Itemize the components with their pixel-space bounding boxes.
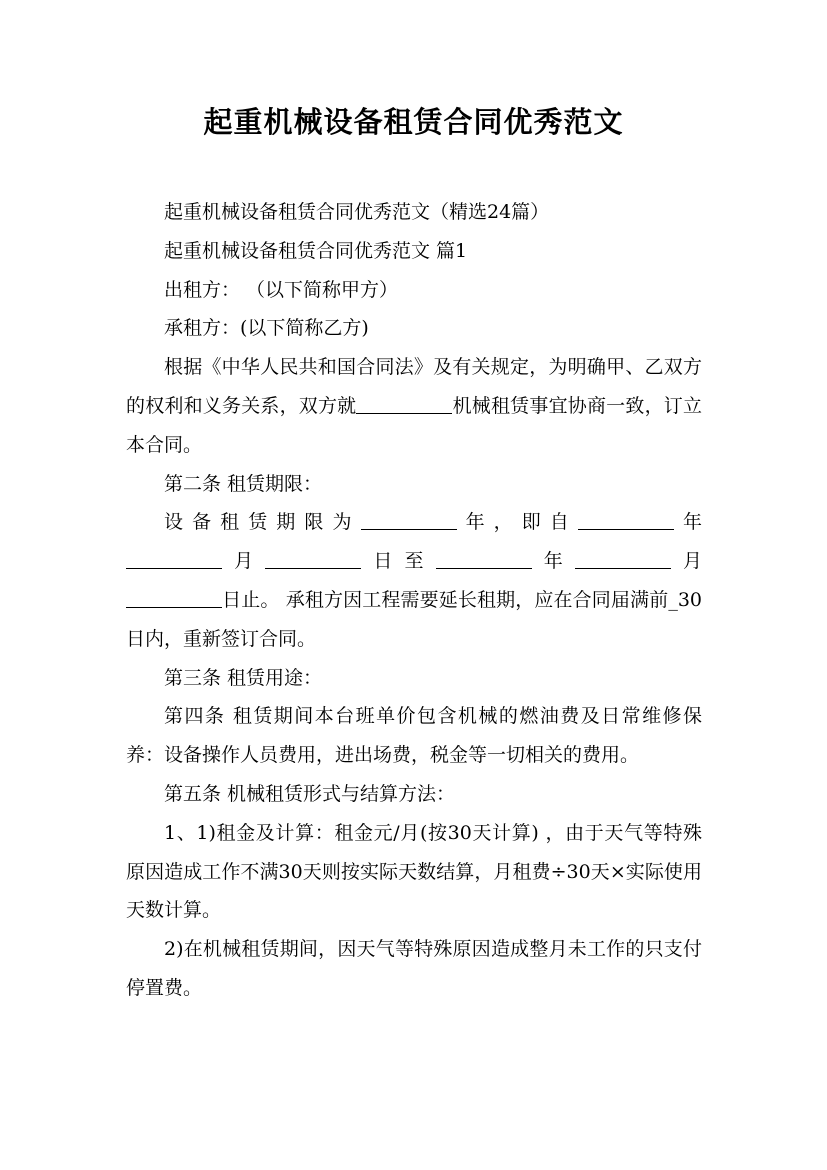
article-5-item-2: 2)在机械租赁期间，因天气等特殊原因造成整月未工作的只支付停置费。	[126, 938, 702, 999]
fill-blank	[575, 549, 671, 569]
article-2-segment: 月	[222, 550, 266, 573]
subtitle: 起重机械设备租赁合同优秀范文（精选24篇）	[164, 201, 550, 223]
chapter-heading: 起重机械设备租赁合同优秀范文 篇1	[164, 239, 468, 262]
fill-blank	[361, 510, 457, 530]
article-2-body	[126, 503, 702, 542]
article-5-item-1: 1、1)租金及计算：租金元/月(按30天计算) ，由于天气等特殊原因造成工作不满30天则按实际天数结算，月租费÷30天×实际使用天数计算。	[126, 821, 702, 922]
article-2-segment: 日至	[361, 550, 436, 573]
fill-blank	[356, 394, 452, 414]
preamble-paragraph	[126, 348, 702, 464]
article-2-dates	[126, 542, 702, 581]
lessor-line: 出租方： （以下简称甲方）	[164, 278, 399, 301]
article-2-segment: 月	[670, 550, 702, 573]
article-4: 第四条 租赁期间本台班单价包含机械的燃油费及日常维修保养：设备操作人员费用，进出场费，税金等一切相关的费用。	[126, 705, 702, 767]
fill-blank	[265, 549, 361, 569]
article-2-heading: 第二条 租赁期限：	[164, 472, 323, 495]
article-2-segment: 设备租赁期限为	[164, 511, 361, 534]
document-title: 起重机械设备租赁合同优秀范文	[203, 105, 624, 139]
preamble-text-1: 根据《中华人民共和国合同法》及有关规定，为明确甲、乙双方的权利和义务关系，双方就	[126, 356, 702, 417]
article-2-extension	[126, 581, 702, 659]
article-2-segment: 年	[531, 550, 575, 573]
fill-blank	[126, 549, 222, 569]
article-3-heading: 第三条 租赁用途：	[164, 666, 323, 689]
document-body	[126, 193, 702, 1008]
fill-blank	[126, 588, 222, 608]
article-2-segment: 日止。 承租方因工程需要延长租期，应在合同届满前_30日内，重新签订合同。	[126, 588, 702, 650]
article-2-segment: 年，即自	[456, 511, 578, 534]
article-5-heading: 第五条 机械租赁形式与结算方法：	[164, 782, 456, 805]
fill-blank	[578, 510, 674, 530]
article-2-segment: 年	[673, 511, 702, 534]
fill-blank	[436, 549, 532, 569]
lessee-line: 承租方：(以下简称乙方)	[164, 317, 369, 340]
preamble-text-2: 机械租赁事宜协商一致，订立本合同。	[126, 394, 702, 456]
